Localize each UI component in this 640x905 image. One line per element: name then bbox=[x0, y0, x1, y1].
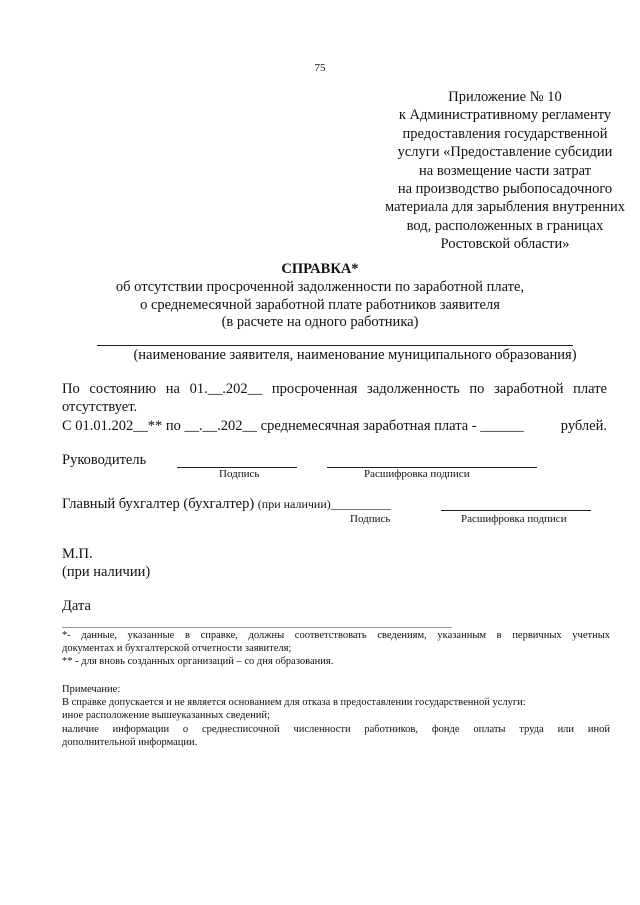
head-signature-caption: Подпись bbox=[219, 468, 260, 480]
annex-line: предоставления государственной bbox=[402, 125, 608, 142]
footnote-1-line-1: *- данные, указанные в справке, должны соответствовать сведениям, указанным в первичных учетных bbox=[62, 630, 610, 641]
annex-line: вод, расположенных в границах bbox=[406, 217, 604, 234]
subtitle-line: (в расчете на одного работника) bbox=[221, 314, 419, 330]
subtitle-line: о среднемесячной заработной плате работников заявителя bbox=[140, 296, 500, 313]
statement-paragraph bbox=[62, 381, 607, 416]
accountant-note: (при наличии)__________ bbox=[257, 497, 391, 511]
annex-block bbox=[338, 88, 640, 254]
document-heading: СПРАВКА* bbox=[281, 261, 359, 277]
accountant-row bbox=[62, 496, 391, 513]
salary-unit: рублей. bbox=[560, 418, 607, 434]
salary-text: С 01.01.202__** по __.__.202__ среднемесячная заработная плата - ______ bbox=[62, 418, 524, 434]
accountant-decoding-line bbox=[441, 510, 591, 511]
head-label: Руководитель bbox=[62, 452, 147, 468]
footnote-2: ** - для вновь созданных организаций – со дня образования. bbox=[62, 656, 334, 668]
statement-line-1: По состоянию на 01.__.202__ просроченная задолженность по заработной плате bbox=[62, 381, 607, 397]
annex-line: на производство рыбопосадочного bbox=[397, 181, 613, 198]
annex-line: к Административному регламенту bbox=[398, 107, 612, 124]
applicant-name-line bbox=[97, 345, 573, 346]
statement-line-2: отсутствует. bbox=[62, 398, 138, 415]
page-number: 75 bbox=[314, 62, 326, 74]
annex-line: на возмещение части затрат bbox=[419, 162, 591, 179]
note-line-3: наличие информации о среднесписочной численности работников, фонде оплаты труда или иной bbox=[62, 723, 610, 735]
stamp-note: (при наличии) bbox=[62, 564, 151, 580]
note-line-2: иное расположение вышеуказанных сведений; bbox=[62, 710, 270, 722]
note-line-1: В справке допускается и не является основанием для отказа в предоставлении государственной услуги: bbox=[62, 697, 526, 709]
applicant-caption: (наименование заявителя, наименование муниципального образования) bbox=[133, 347, 577, 363]
salary-statement bbox=[62, 418, 607, 435]
head-decoding-caption: Расшифровка подписи bbox=[364, 468, 470, 480]
annex-line: Ростовской области» bbox=[440, 236, 570, 253]
note-title: Примечание: bbox=[62, 684, 121, 695]
document-subtitle bbox=[40, 279, 600, 332]
annex-line: Приложение № 10 bbox=[448, 89, 562, 105]
annex-line: услуги «Предоставление субсидии bbox=[397, 144, 613, 161]
accountant-signature-caption: Подпись bbox=[350, 513, 391, 525]
footnote-1-line-2: документах и бухгалтерской отчетности заявителя; bbox=[62, 643, 292, 655]
footnotes-block bbox=[62, 629, 610, 669]
accountant-decoding-caption: Расшифровка подписи bbox=[461, 513, 567, 525]
subtitle-line: об отсутствии просроченной задолженности по заработной плате, bbox=[115, 279, 525, 295]
annex-line: материала для зарыбления внутренних bbox=[385, 199, 625, 216]
note-block bbox=[62, 683, 610, 749]
date-label: Дата bbox=[62, 598, 91, 614]
stamp-label: М.П. bbox=[62, 546, 93, 562]
footnote-divider bbox=[62, 627, 452, 628]
accountant-label: Главный бухгалтер (бухгалтер) bbox=[62, 496, 255, 512]
note-line-4: дополнительной информации. bbox=[62, 736, 198, 748]
